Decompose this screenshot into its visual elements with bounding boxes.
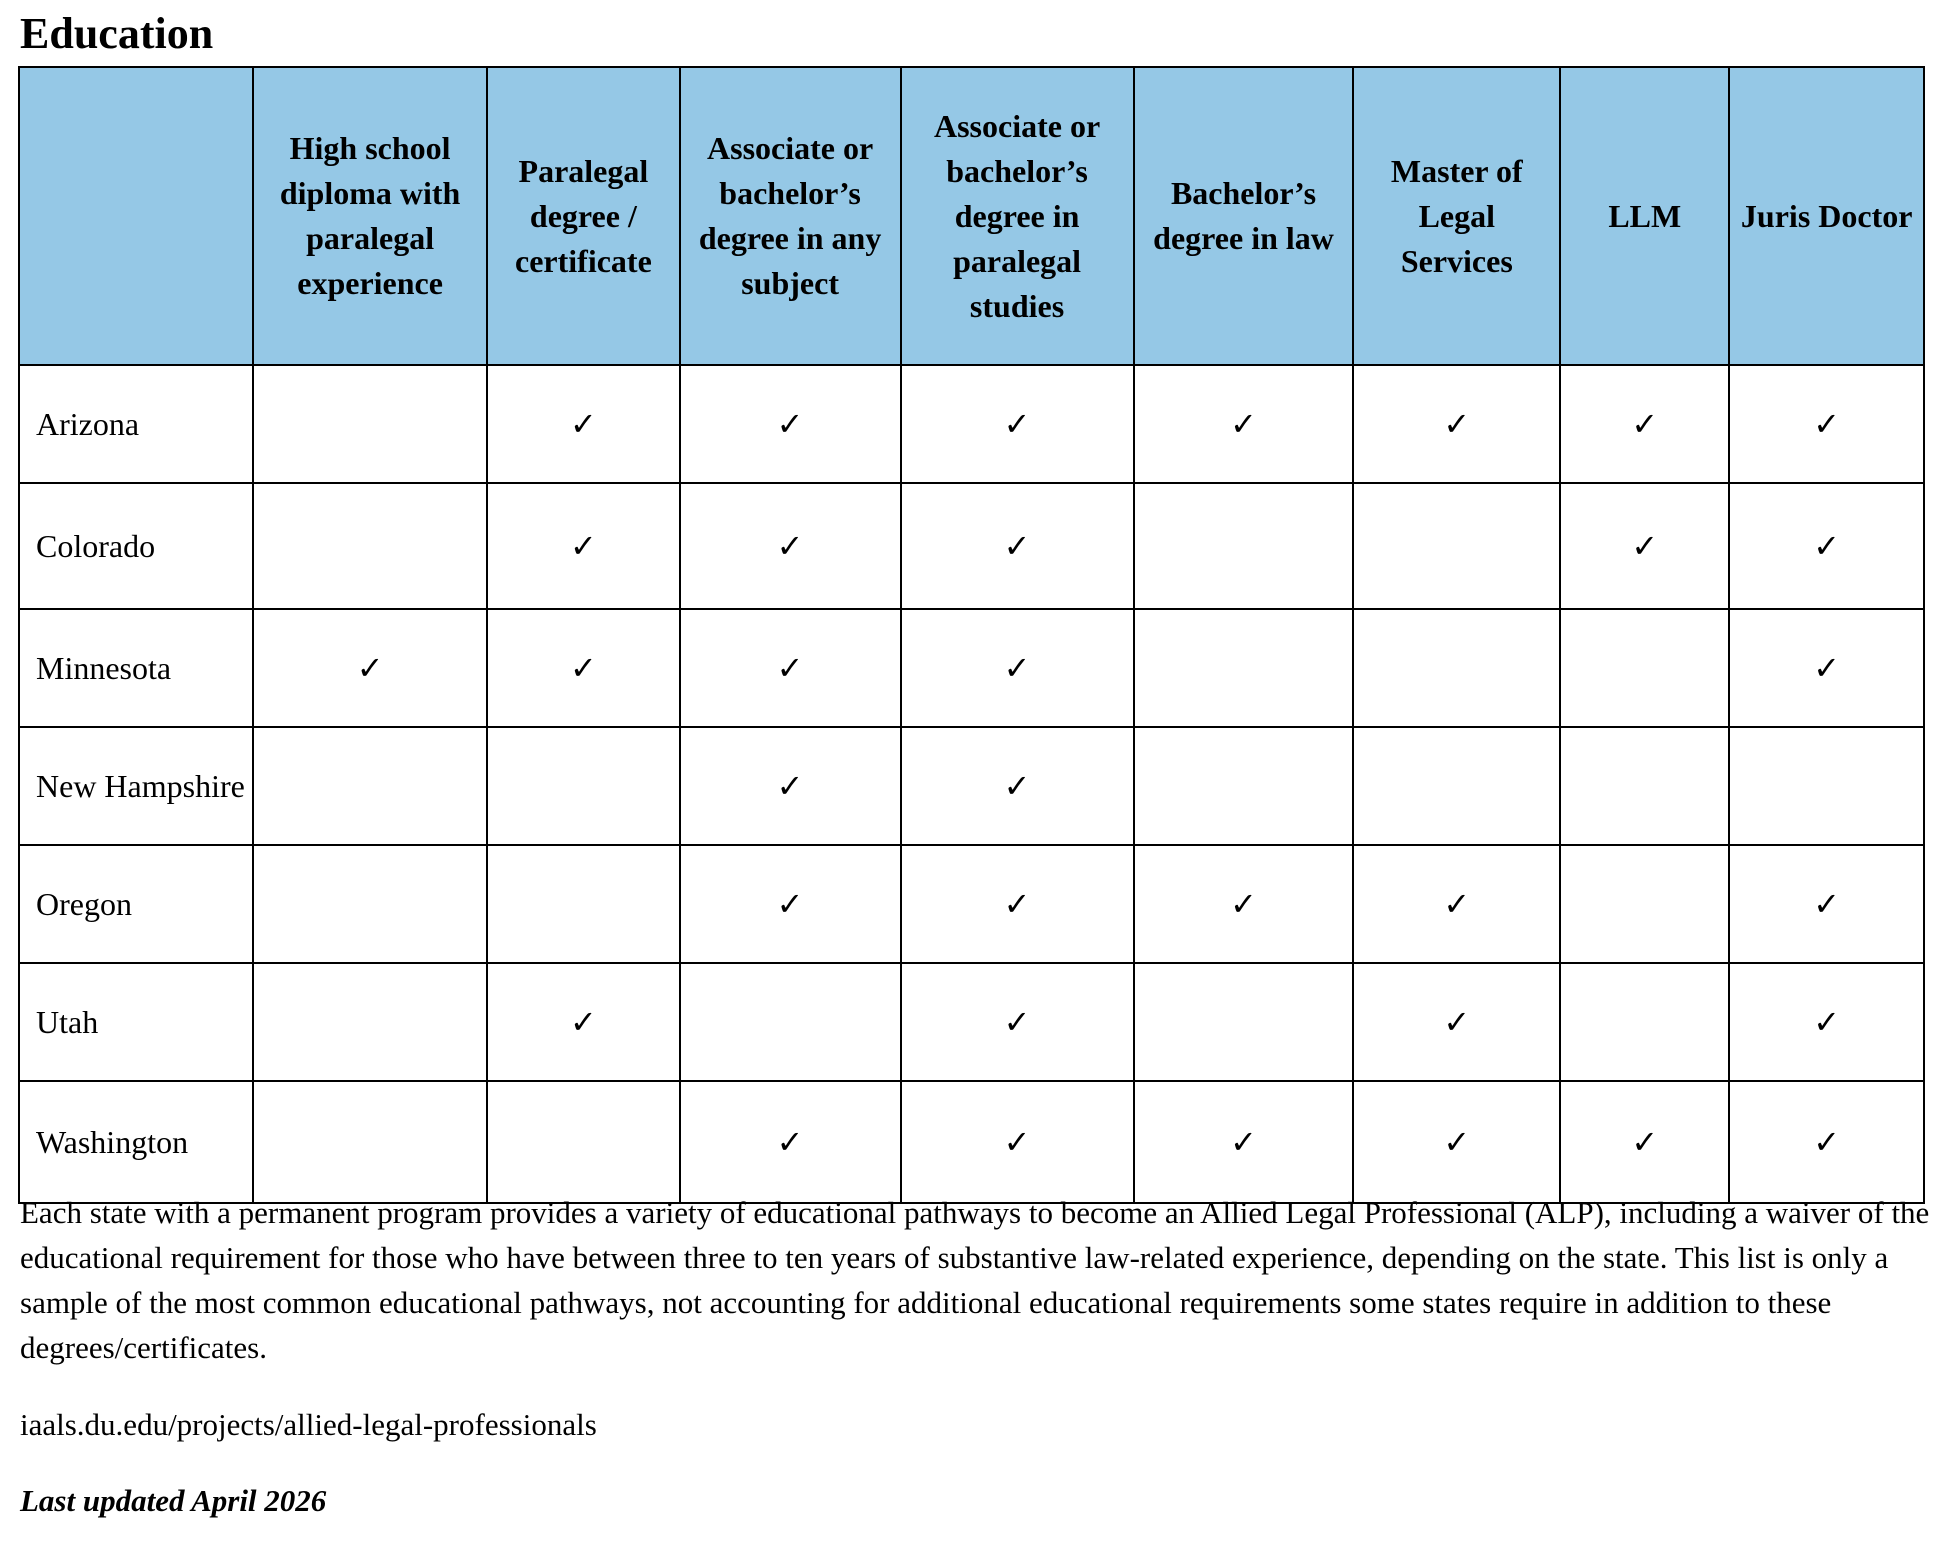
check-icon: ✓ — [776, 404, 804, 443]
table-cell — [1729, 727, 1924, 845]
table-cell — [253, 845, 487, 963]
state-name-cell: Utah — [19, 963, 253, 1081]
table-cell — [1560, 1081, 1729, 1203]
table-cell — [1729, 963, 1924, 1081]
check-icon: ✓ — [569, 404, 597, 443]
table-row — [19, 727, 1924, 845]
table-cell — [1560, 727, 1729, 845]
table-cell — [1134, 963, 1354, 1081]
table-cell — [1353, 483, 1560, 609]
table-cell — [1560, 609, 1729, 727]
table-cell — [901, 1081, 1134, 1203]
table-cell — [1729, 1081, 1924, 1203]
table-cell — [1729, 609, 1924, 727]
table-cell — [680, 483, 901, 609]
check-icon: ✓ — [1230, 404, 1257, 443]
table-cell — [1134, 365, 1354, 483]
check-icon: ✓ — [1230, 884, 1257, 923]
check-icon: ✓ — [1631, 1122, 1659, 1161]
table-cell — [1353, 727, 1560, 845]
table-cell — [487, 483, 680, 609]
table-cell — [901, 365, 1134, 483]
table-cell — [487, 727, 680, 845]
check-icon: ✓ — [569, 526, 597, 565]
last-updated: Last updated April 2026 — [20, 1483, 327, 1518]
check-icon: ✓ — [1003, 404, 1031, 443]
table-cell — [901, 609, 1134, 727]
table-cell — [901, 963, 1134, 1081]
check-icon: ✓ — [1443, 1002, 1471, 1041]
state-name-cell: Minnesota — [19, 609, 253, 727]
table-cell — [901, 845, 1134, 963]
check-icon: ✓ — [1813, 648, 1841, 687]
table-row — [19, 609, 1924, 727]
table-cell — [901, 483, 1134, 609]
check-icon: ✓ — [776, 884, 804, 923]
table-cell — [1560, 845, 1729, 963]
check-icon: ✓ — [1003, 1122, 1031, 1161]
table-cell — [1134, 845, 1354, 963]
table-cell — [253, 963, 487, 1081]
check-icon: ✓ — [1631, 526, 1659, 565]
col-header-assoc-any: Associate or bachelor’s degree in any subject — [680, 67, 901, 365]
col-header-paralegal: Paralegal degree / certificate — [487, 67, 680, 365]
table-row — [19, 845, 1924, 963]
check-icon: ✓ — [1230, 1122, 1257, 1161]
table-cell — [1729, 365, 1924, 483]
check-icon: ✓ — [776, 648, 804, 687]
education-table — [18, 66, 1925, 1204]
col-header-assoc-paralegal: Associate or bachelor’s degree in paralegal studies — [901, 67, 1134, 365]
table-cell — [1134, 1081, 1354, 1203]
table-cell — [253, 365, 487, 483]
col-header-llm: LLM — [1560, 67, 1729, 365]
table-cell — [1729, 483, 1924, 609]
table-cell — [253, 1081, 487, 1203]
table-row — [19, 1081, 1924, 1203]
corner-cell — [19, 67, 253, 365]
state-name-cell: Arizona — [19, 365, 253, 483]
table-cell — [1560, 963, 1729, 1081]
table-cell — [1353, 609, 1560, 727]
table-cell — [1353, 845, 1560, 963]
check-icon: ✓ — [1443, 1122, 1471, 1161]
check-icon: ✓ — [1813, 1002, 1841, 1041]
state-name-cell: New Hampshire — [19, 727, 253, 845]
check-icon: ✓ — [1813, 404, 1841, 443]
table-cell — [901, 727, 1134, 845]
state-name-cell: Oregon — [19, 845, 253, 963]
table-cell — [680, 727, 901, 845]
col-header-bachelor-law: Bachelor’s degree in law — [1134, 67, 1354, 365]
table-cell — [487, 845, 680, 963]
table-cell — [487, 1081, 680, 1203]
page-title: Education — [20, 9, 214, 58]
table-cell — [1560, 483, 1729, 609]
table-cell — [487, 609, 680, 727]
table-cell — [1353, 365, 1560, 483]
check-icon: ✓ — [1813, 1122, 1841, 1161]
check-icon: ✓ — [1003, 526, 1031, 565]
check-icon: ✓ — [569, 648, 597, 687]
table-cell — [253, 609, 487, 727]
table-row — [19, 963, 1924, 1081]
check-icon: ✓ — [1003, 1002, 1031, 1041]
state-name-cell: Washington — [19, 1081, 253, 1203]
col-header-jd: Juris Doctor — [1729, 67, 1924, 365]
check-icon: ✓ — [1631, 404, 1659, 443]
table-cell — [1353, 963, 1560, 1081]
table-row — [19, 365, 1924, 483]
check-icon: ✓ — [1813, 884, 1841, 923]
check-icon: ✓ — [1003, 766, 1031, 805]
table-cell — [1134, 609, 1354, 727]
check-icon: ✓ — [356, 648, 384, 687]
table-cell — [1134, 483, 1354, 609]
table-cell — [1729, 845, 1924, 963]
table-cell — [487, 365, 680, 483]
check-icon: ✓ — [1443, 884, 1471, 923]
table-cell — [1353, 1081, 1560, 1203]
table-cell — [1134, 727, 1354, 845]
table-cell — [680, 963, 901, 1081]
check-icon: ✓ — [776, 1122, 804, 1161]
table-cell — [253, 727, 487, 845]
table-cell — [680, 365, 901, 483]
table-cell — [680, 845, 901, 963]
table-cell — [680, 609, 901, 727]
check-icon: ✓ — [1003, 884, 1031, 923]
explanatory-note: Each state with a permanent program provides a variety of educational pathways to become an Allied Legal Professional (ALP), including a waiver of the educational requirement for those who have between three to ten years of substantive law-related experience, depending on the state. This list is only a sample of the most common educational pathways, not accounting for additional educational requirements some states require in addition to these degrees/certificates. — [20, 1195, 1930, 1365]
table-header-row — [19, 67, 1924, 365]
col-header-master-legal: Master of Legal Services — [1353, 67, 1560, 365]
table-cell — [253, 483, 487, 609]
check-icon: ✓ — [776, 766, 804, 805]
source-link[interactable]: iaals.du.edu/projects/allied-legal-professionals — [20, 1407, 597, 1442]
table-row — [19, 483, 1924, 609]
table-cell — [1560, 365, 1729, 483]
table-cell — [680, 1081, 901, 1203]
check-icon: ✓ — [569, 1002, 597, 1041]
check-icon: ✓ — [776, 526, 804, 565]
col-header-high-school: High school diploma with paralegal experience — [253, 67, 487, 365]
check-icon: ✓ — [1813, 526, 1841, 565]
check-icon: ✓ — [1003, 648, 1031, 687]
state-name-cell: Colorado — [19, 483, 253, 609]
check-icon: ✓ — [1443, 404, 1471, 443]
table-cell — [487, 963, 680, 1081]
